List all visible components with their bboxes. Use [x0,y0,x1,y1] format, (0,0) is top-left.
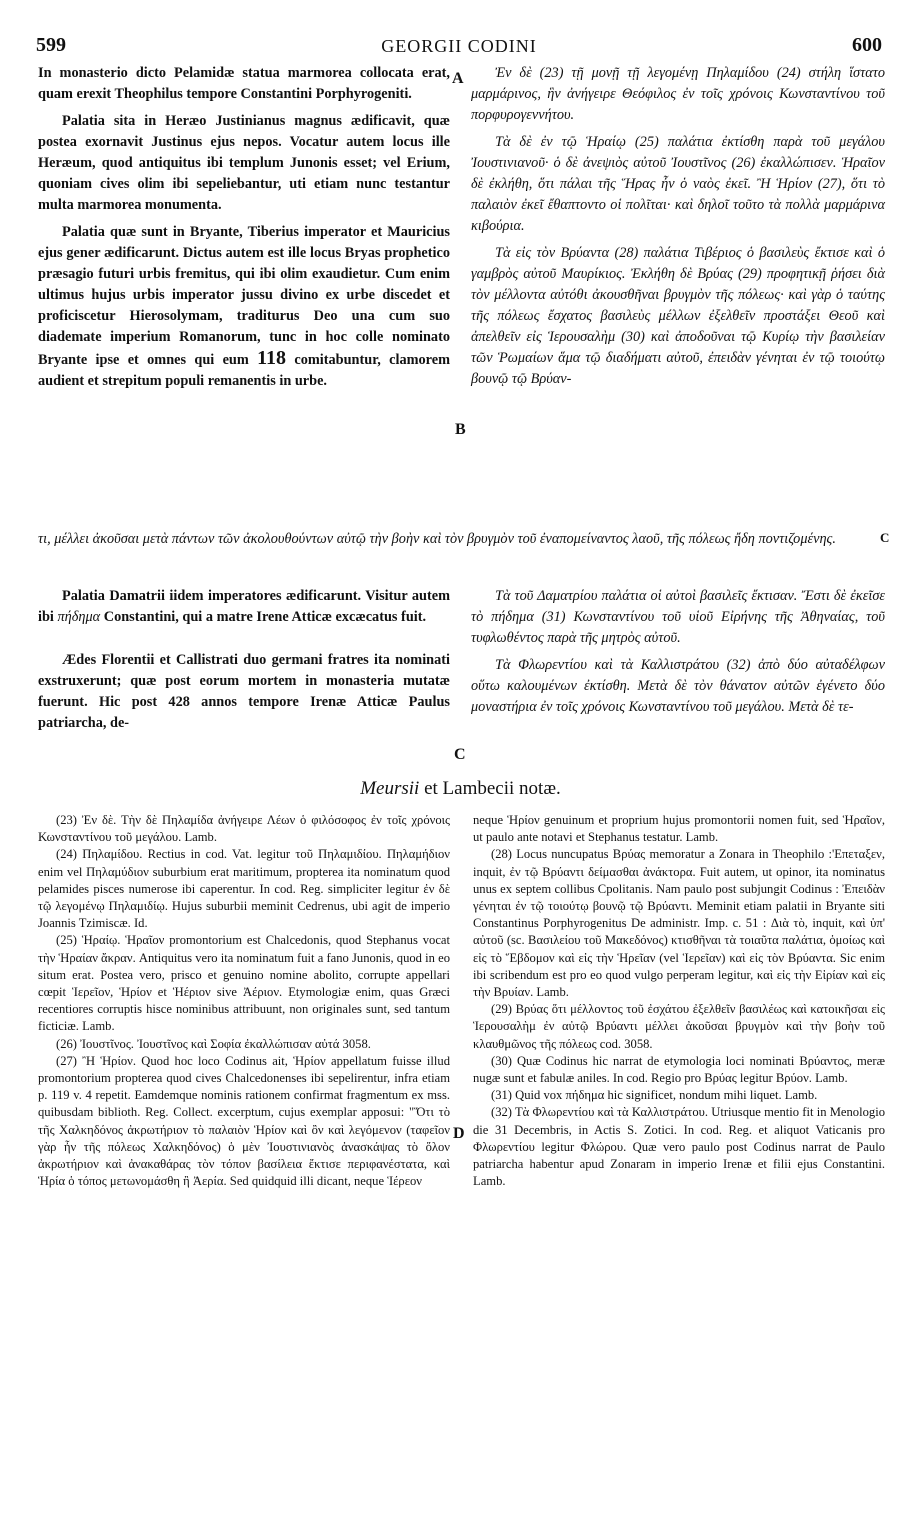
note-27: (27) Ἢ Ἡρίον. Quod hoc loco Codinus ait, Ἡρίον appellatum fuisse illud promontorium propterea quod cives Chalcedonenses ibi sepelirentur, infra etiam p. 119 v. 4 repetit. Eamdemque nominis rationem confirmat fragmentum ex mss. quibusdam biblioth. Reg. Collect. excerptum, cujus exemplar apposui: "Ὅτι τὸ τῆς Χαλκηδόνος ἀκρωτήριον τὸ παλαιὸν Ἡρίον καὶ ὂν καὶ λεγόμενον (ταφεῖον γὰρ ἦν τῆς πόλεως Χαλκηδόνος) ὁ μὲν Ἰουστινιανὸς ἀνασκάψας τὸ ὅλον ἀκρωτήριον καὶ ἀνακαθάρας τὸν τόπον βασίλεια ἔκτισε περιφανέστατα, καὶ Ἡρία ὁ τόπος μετωνομάσθη ἢ Ἀερία. Sed quidquid illi dicant, neque Ἱέρεον [38,1053,450,1189]
latin-column-bottom [38,586,450,734]
latin-paragraph-4-end: Constantini, qui a matre Irene Atticæ excæcatus fuit. [103,609,427,625]
running-header [36,34,882,60]
latin-paragraph-2: Palatia sita in Heræo Justinianus magnus ædificavit, quæ postea exornavit Justinus ejus nepos. Vocatur autem locus ille Heræum, quod antiquitus ibi templum Junonis esset; vel Erium, quoniam cives olim ibi sepeliebantur, uti etiam nunc testantur multa marmorea monumenta. [38,113,450,213]
note-24: (24) Πηλαμίδου. Rectius in cod. Vat. legitur τοῦ Πηλαμιδίου. Πηλαμήδιον enim vel Πηλαμύδιον suburbium erat maritimum, propterea ita nominatum quod pelamides pisces numerose ibi caperentur. In cod. Reg. simpliciter legitur ἐν δὲ τῷ λεγομένῳ Πηλαμιδίῳ. Hujus suburbii meminit Cedrenus, ubi agit de imperio Joannis Tzimiscæ. Id. [38,847,450,931]
page-marker-number: 118 [257,347,287,369]
greek-column-top [471,63,885,390]
greek-paragraph-2: Τὰ δὲ ἐν τῷ Ἡραίῳ (25) παλάτια ἐκτίσθη παρὰ τοῦ μεγάλου Ἰουστινιανοῦ· ὁ δὲ ἀνεψιὸς αὐτοῦ Ἰουστῖνος (26) ἐκαλλώπισεν. Ἡραῖον δὲ ἐκλήθη, ὅτι πάλαι τῆς Ἥρας ἦν ὁ ναὸς ἐκεῖ. Ἢ Ἡρίον (27), ὅτι τὸ παλαιὸν ἐκεῖ ἔθαπτοντο οἱ πολῖται· καὶ δηλοῖ τοῦτο τὰ πολλὰ μαρμάρινα κιβούρια. [471,134,885,234]
greek-column-bottom [471,586,885,718]
note-27-continued: neque Ἡρίον genuinum et proprium hujus promontorii nomen fuit, sed Ἡραῖον, ut paulo ante notavi et Stephanus testatur. Lamb. [473,813,885,845]
notes-left-column [38,812,450,1190]
note-31: (31) Quid vox πήδημα hic significet, nondum mihi liquet. Lamb. [491,1088,818,1103]
notes-heading-italic: Meursii [360,778,420,799]
section-marker-c: C [454,746,466,763]
latin-paragraph-3-start: Palatia quæ sunt in Bryante, Tiberius imperator et Mauricius ejus gener ædificarunt. Dictus autem est ille locus Bryas prophetico præsagio futuri urbis fremitus, qui ibi olim exaudietur. Cum enim ultimus hujus urbis imperator jussu divino ex urbe discedet et proficiscetur Hierosolymam, traditurus Deo una cum suo diademate imperium Romanorum, tunc in hoc colle nominato Bryante ipse et omnes qui eum [38,224,450,368]
note-32: (32) Τὰ Φλωρεντίου καὶ τὰ Καλλιστράτου. Utriusque mentio fit in Menologio die 31 Decembris, in Actis S. Zotici. In cod. Reg. et aliquot Vaticanis pro Φλωρεντίου legitur Φλώρου. Quæ vero paulo post Codinus narrat de Paulo patriarcha habentur apud Zonaram in imperio Irenæ et filii ejus Constantini. Lamb. [473,1105,885,1189]
page-number-right: 600 [852,34,882,56]
greek-paragraph-5: Τὰ Φλωρεντίου καὶ τὰ Καλλιστράτου (32) ἀπὸ δύο αὐταδέλφων οὕτω καλουμένων ἐκτίσθη. Μετὰ δὲ τὸν θάνατον αὐτῶν ἐγένετο δύο μοναστήρια ἐν τοῖς χρόνοις Κωνσταντίνου τοῦ μεγάλου. Μετὰ δὲ τε- [471,657,885,715]
latin-column-top [38,63,450,392]
greek-paragraph-3: Τὰ εἰς τὸν Βρύαντα (28) παλάτια Τιβέριος ὁ βασιλεὺς ἔκτισε καὶ ὁ γαμβρὸς αὐτοῦ Μαυρίκιος. Ἐκλήθη δὲ Βρύας (29) προφητικῇ ῥήσει διὰ τὸν μέλλοντα αὐτόθι ἀκουσθῆναι βρυγμὸν τῆς πόλεως· καὶ γὰρ ὁ ταύτης τῆς πόλεως ἔσχατος βασιλεὺς μέλλων ἐξελθεῖν προστάξει Θεοῦ καὶ ἀπελθεῖν εἰς Ἱερουσαλὴμ (30) καὶ ἀποδοῦναι τῷ Κυρίῳ τὴν βασιλείαν τῶν Ῥωμαίων ἅμα τῷ διαδήματι αὐτοῦ, ἐπειδὰν γένηται ἐν τῷ τοιούτῳ βουνῷ τῷ Βρύαν- [471,245,885,387]
latin-paragraph-4-greek: πήδημα [57,609,101,625]
greek-spanning-text: τι, μέλλει ἀκοῦσαι μετὰ πάντων τῶν ἀκολουθούντων αὐτῷ τὴν βοὴν καὶ τὸν βρυγμὸν τοῦ ἐναπομείναντος λαοῦ, τῆς πόλεως ἤδη ποντιζομένης. [38,531,836,547]
latin-paragraph-4-start: Palatia Damatrii iidem imperatores ædificarunt. Visitur autem ibi [38,588,450,625]
greek-paragraph-4: Τὰ τοῦ Δαματρίου παλάτια οἱ αὐτοὶ βασιλεῖς ἔκτισαν. Ἔστι δὲ ἐκεῖσε τὸ πήδημα (31) Κωνσταντίνου τοῦ υἱοῦ Εἰρήνης τῆς Ἀθηναίας, τοῦ τυφλωθέντος παρὰ τῆς μητρὸς αὐτοῦ. [471,588,885,646]
note-30: (30) Quæ Codinus hic narrat de etymologia loci nominati Βρύαντος, meræ nugæ sunt et fabulæ aniles. In cod. Regio pro Βρύας legitur Βρύον. Lamb. [473,1053,885,1086]
section-marker-c-small: C [880,530,890,545]
section-marker-d: D [453,1125,465,1142]
notes-right-column [473,812,885,1190]
page-number-left: 599 [36,34,66,56]
note-28: (28) Locus nuncupatus Βρύας memoratur a Zonara in Theophilo :'Επεταξεν, inquit, ἐν τῷ Βρύαντι δείμασθαι ἀνάκτορα. Fuit autem, ut opinor, ita nominatus unus ex septem collibus Cpolitanis. Nam paulo post subjungit Codinus : Ἐπειδὰν γένηται ἐν τῷ τοιούτῳ βουνῷ τῷ Βρύαντι. Meminit etiam palatii in Bryante siti Constantinus Porphyrogenitus De administr. Imp. c. 51 : Διὰ τὸ, inquit, καὶ ὑπ' αὐτοῦ (sc. Βασιλείου τοῦ Μακεδόνος) κτισθῆναι τὰ τοιαῦτα παλάτια, ὁμοίως καὶ εἰς τὸ Ἕβδομον καὶ εἰς τὴν Ἡρεῖαν (vel Ἱερεῖαν) καὶ εἰς τὸν Βρύαντα. Sic enim ibi scribendum est pro eo quod vulgo perperam legitur, καὶ εἰς τὴν Εἰρίαν καὶ εἰς τὴν Βρυίαν. Lamb. [473,847,885,1000]
latin-paragraph-5: Ædes Florentii et Callistrati duo germani fratres ita nominati exstruxerunt; quæ post eorum mortem in monasteria mutatæ fuerunt. Hic post 428 annos tempore Irenæ Atticæ Paulus patriarcha, de- [38,652,450,731]
note-23: (23) Ἐν δὲ. Τὴν δὲ Πηλαμίδα ἀνήγειρε Λέων ὁ φιλόσοφος ἐν τοῖς χρόνοις Κωνσταντίνου τοῦ μεγάλου. Lamb. [38,813,450,845]
latin-paragraph-3 [38,222,450,392]
notes-heading [0,778,921,800]
section-marker-a: A [452,70,464,87]
note-29: (29) Βρύας ὅτι μέλλοντος τοῦ ἐσχάτου ἐξελθεῖν βασιλέως καὶ κατοικῆσαι εἰς Ἱερουσαλὴμ ἐν αὐτῷ Βρύαντι μέλλει ἀκοῦσαι βρυγμὸν καὶ τὴν βοὴν τοῦ κλαυθμῶνος τῆς πόλεως cod. 3058. [473,1002,885,1051]
greek-paragraph-1: Ἐν δὲ (23) τῇ μονῇ τῇ λεγομένῃ Πηλαμίδου (24) στήλη ἵστατο μαρμάρινος, ἣν ἀνήγειρε Θεόφιλος ἐν τοῖς χρόνοις Κωνσταντίνου τοῦ πορφυρογεννήτου. [471,65,885,123]
note-26: (26) Ἰουστῖνος. Ἰουστῖνος καὶ Σοφία ἐκαλλώπισαν αὐτά 3058. [56,1036,371,1051]
latin-paragraph-3-end: comitabuntur, clamorem audient et strepitum populi remanentis in urbe. [38,352,451,389]
latin-paragraph-4 [38,586,450,628]
greek-spanning-lines [38,529,884,550]
section-marker-b: B [455,421,466,438]
latin-paragraph-1: In monasterio dicto Pelamidæ statua marmorea collocata erat, quam erexit Theophilus tempore Constantini Porphyrogeniti. [38,65,450,102]
notes-heading-rest: et Lambecii notæ. [419,778,561,799]
note-25: (25) Ἡραίῳ. Ἡραῖον promontorium est Chalcedonis, quod Stephanus vocat τὴν Ἡραίαν ἄκραν. Antiquitus vero ita nominatum fuit a fano Junonis, quod in eo situm erat. Postea vero, prisco et genuino nomine abolito, corrupte appellari cœpit Ἱερεῖον, Ἡρίον et Ἡέριον sive Ἀέριον. Etymologiæ enim, quas Græci recentiores corruptis hisce nominibus attribuunt, non originales sunt, sed tantum ficticiæ. Lamb. [38,933,450,1034]
running-title: GEORGII CODINI [381,36,537,56]
